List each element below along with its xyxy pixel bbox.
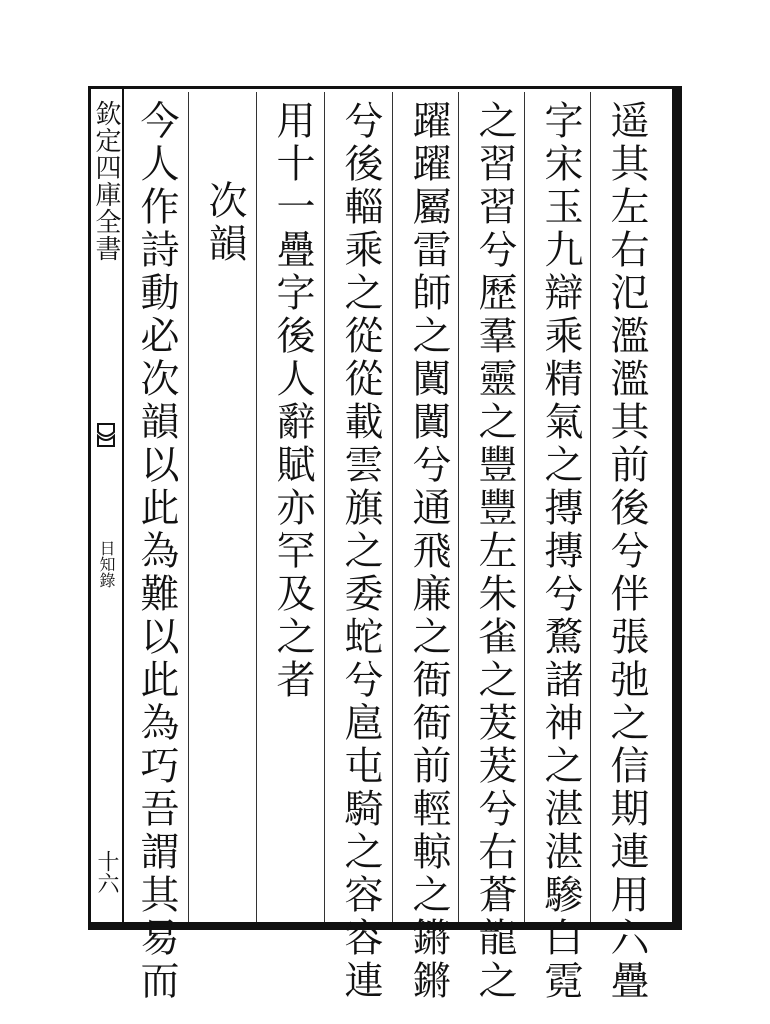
border-right <box>672 86 682 928</box>
column-rule <box>458 92 459 922</box>
book-name: 日知錄 <box>97 540 116 588</box>
text-column-5: 兮後輜乘之從從載雲旗之委蛇兮扈屯騎之容容連 <box>338 100 383 1003</box>
column-rule <box>256 92 257 922</box>
section-heading: 次韻 <box>202 180 247 266</box>
border-top <box>88 86 682 89</box>
text-column-6: 用十一疊字後人辭賦亦罕及之者 <box>270 100 315 702</box>
column-rule <box>392 92 393 922</box>
column-rule <box>188 92 189 922</box>
book-title: 欽定四庫全書 <box>91 100 121 262</box>
page-number: 十六 <box>94 850 119 894</box>
text-column-8: 今人作詩動必次韻以此為難以此為巧吾謂其易而 <box>134 100 179 1003</box>
text-column-2: 字宋玉九辯乘精氣之摶摶兮騖諸神之湛湛驂白霓 <box>538 100 583 1003</box>
column-rule <box>524 92 525 922</box>
text-column-4: 躍躍屬雷師之闐闐兮通飛廉之衙衙前輕輬之鏘鏘 <box>406 100 451 1003</box>
column-rule <box>590 92 591 922</box>
text-column-1: 遥其左右氾濫濫其前後兮伴張弛之信期連用六疊 <box>604 100 649 1003</box>
column-rule <box>324 92 325 922</box>
text-column-3: 之習習兮歷羣靈之豐豐左朱雀之茇茇兮右蒼龍之 <box>472 100 517 1003</box>
border-left-inner <box>122 86 124 928</box>
page-margin <box>90 100 122 920</box>
fish-tail-mark-icon <box>96 422 116 448</box>
